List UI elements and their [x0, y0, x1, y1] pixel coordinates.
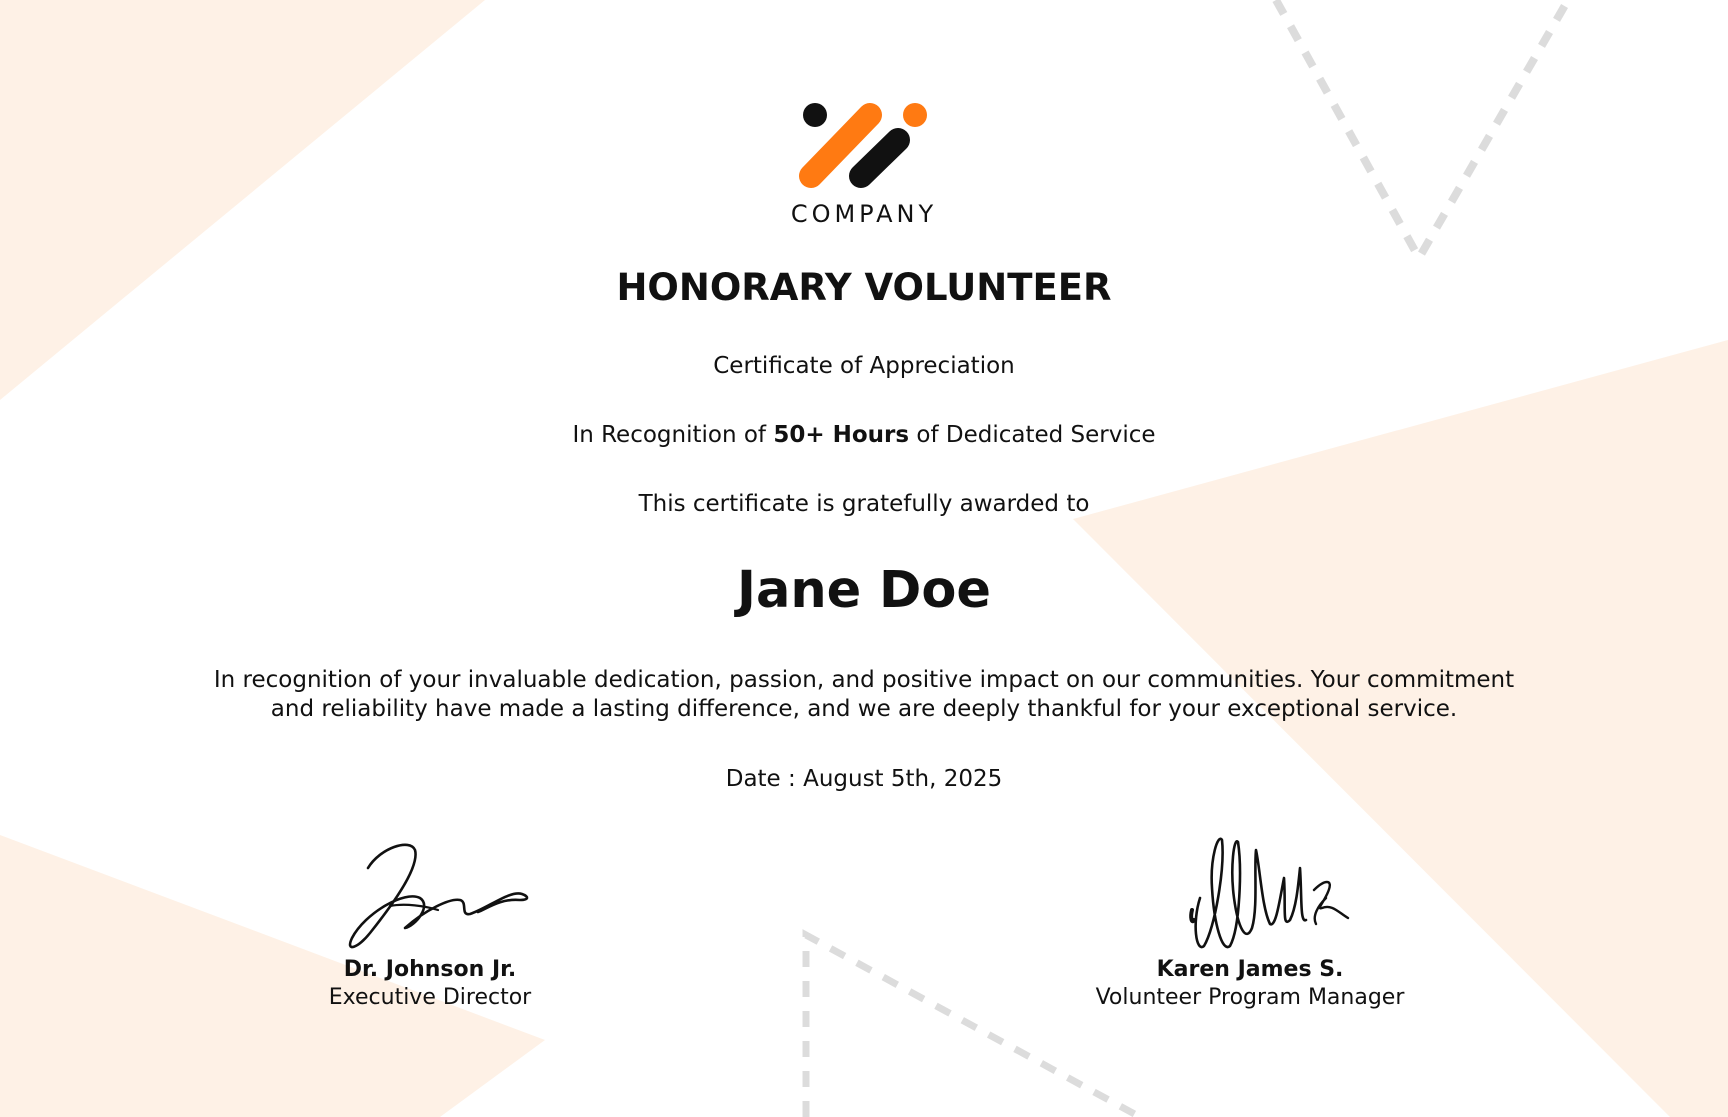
recognition-line: [0, 422, 1728, 448]
certificate-subtitle: Certificate of Appreciation: [713, 353, 1015, 379]
body-text: [0, 666, 1728, 724]
signatory-title-left: Executive Director: [328, 985, 532, 1010]
signature-block-left: [200, 828, 660, 1012]
signatory-name-left: Dr. Johnson Jr.: [343, 957, 517, 982]
signature-block-right: [1020, 828, 1480, 1012]
company-logo-icon: [795, 96, 931, 196]
certificate-date: Date : August 5th, 2025: [725, 766, 1003, 792]
awarded-text: This certificate is gratefully awarded to: [638, 491, 1090, 517]
body-line-1: In recognition of your invaluable dedication, passion, and positive impact on our communities. Your commitment: [213, 667, 1515, 693]
recognition-suffix: of Dedicated Service: [909, 422, 1156, 448]
signatory-title-right: Volunteer Program Manager: [1095, 985, 1405, 1010]
body-line-2: and reliability have made a lasting difference, and we are deeply thankful for your exceptional service.: [270, 696, 1458, 722]
certificate-title: HONORARY VOLUNTEER: [616, 266, 1112, 309]
recognition-prefix: In Recognition of: [572, 422, 774, 448]
signatory-name-right: Karen James S.: [1156, 957, 1344, 982]
recipient-name: Jane Doe: [736, 561, 991, 620]
signature-image-left: [310, 828, 550, 956]
service-hours: 50+ Hours: [773, 422, 910, 448]
company-name: COMPANY: [790, 200, 938, 228]
signature-image-right: [1130, 828, 1370, 956]
